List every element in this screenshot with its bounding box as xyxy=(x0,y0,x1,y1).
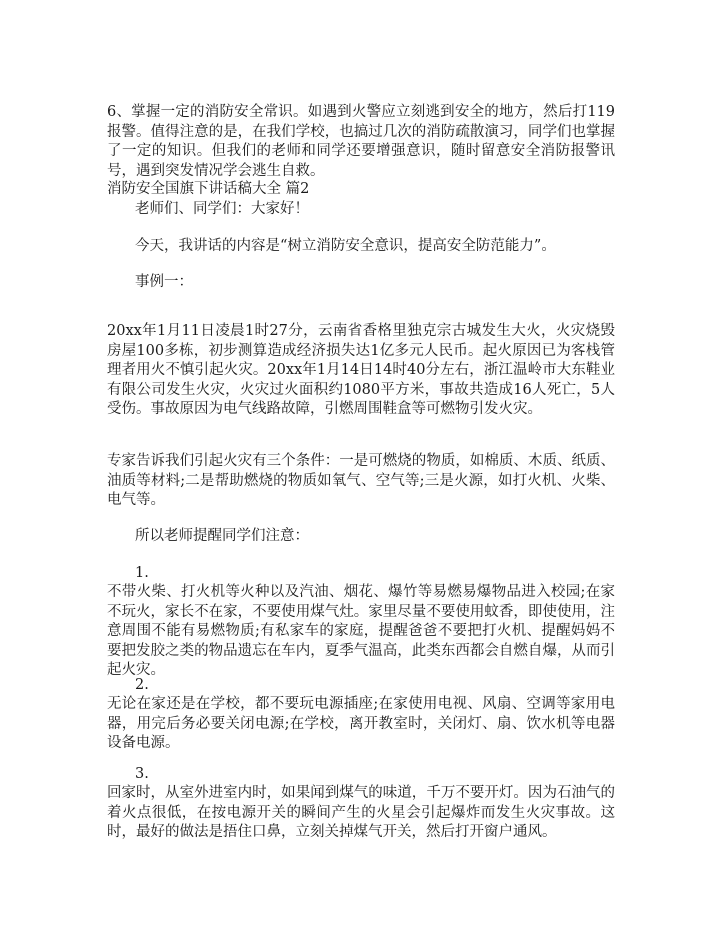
section-heading: 消防安全国旗下讲话稿大全 篇2 xyxy=(107,181,310,197)
reminder-heading: 所以老师提醒同学们注意： xyxy=(135,528,309,544)
list-item-2: 无论在家还是在学校，都不要玩电源插座;在家使用电视、风扇、空调等家用电器，用完后务必要关闭电源;在学校，离开教室时，关闭灯、扇、饮水机等电器设备电源。 xyxy=(107,696,615,751)
paragraph-item-6: 6、掌握一定的消防安全常识。如遇到火警应立刻逃到安全的地方，然后打119报警。值得注意的是，在我们学校，也搞过几次的消防疏散演习，同学们也掌握了一定的知识。但我们的老师和同学还要增强意识，随时留意安全消防报警讯号，遇到突发情况学会逃生自救。 xyxy=(107,104,615,179)
example-heading: 事例一： xyxy=(135,274,193,290)
expert-paragraph: 专家告诉我们引起火灾有三个条件：一是可燃烧的物质，如棉质、木质、纸质、油质等材料;二是帮助燃烧的物质如氧气、空气等;三是火源，如打火机、火柴、电气等。 xyxy=(107,453,615,508)
list-item-1: 不带火柴、打火机等火种以及汽油、烟花、爆竹等易燃易爆物品进入校园;在家不玩火，家长不在家，不要使用煤气灶。家里尽量不要使用蚊香，即使使用，注意周围不能有易燃物质;有私家车的家庭，提醒爸爸不要把打火机、提醒妈妈不要把发胶之类的物品遗忘在车内，夏季气温高，此类东西都会自燃自爆，从而引起火灾。 xyxy=(107,584,615,678)
greeting: 老师们、同学们：大家好！ xyxy=(135,201,309,217)
list-number-3: 3. xyxy=(135,766,149,782)
topic-statement: 今天，我讲话的内容是“树立消防安全意识，提高安全防范能力”。 xyxy=(135,238,556,254)
list-item-3: 回家时，从室外进室内时，如果闻到煤气的味道，千万不要开灯。因为石油气的着火点很低，在按电源开关的瞬间产生的火星会引起爆炸而发生火灾事故。这时，最好的做法是捂住口鼻，立刻关掉煤气开关，然后打开窗户通风。 xyxy=(107,785,615,840)
list-number-2: 2. xyxy=(135,677,149,693)
example-paragraph: 20xx年1月11日凌晨1时27分，云南省香格里独克宗古城发生大火，火灾烧毁房屋100多栋，初步测算造成经济损失达1亿多元人民币。起火原因已为客栈管理者用火不慎引起火灾。20xx年1月14日14时40分左右，浙江温岭市大东鞋业有限公司发生火灾，火灾过火面积约1080平方米，事故共造成16人死亡，5人受伤。事故原因为电气线路故障，引燃周围鞋盒等可燃物引发火灾。 xyxy=(107,323,615,417)
list-number-1: 1. xyxy=(135,565,149,581)
